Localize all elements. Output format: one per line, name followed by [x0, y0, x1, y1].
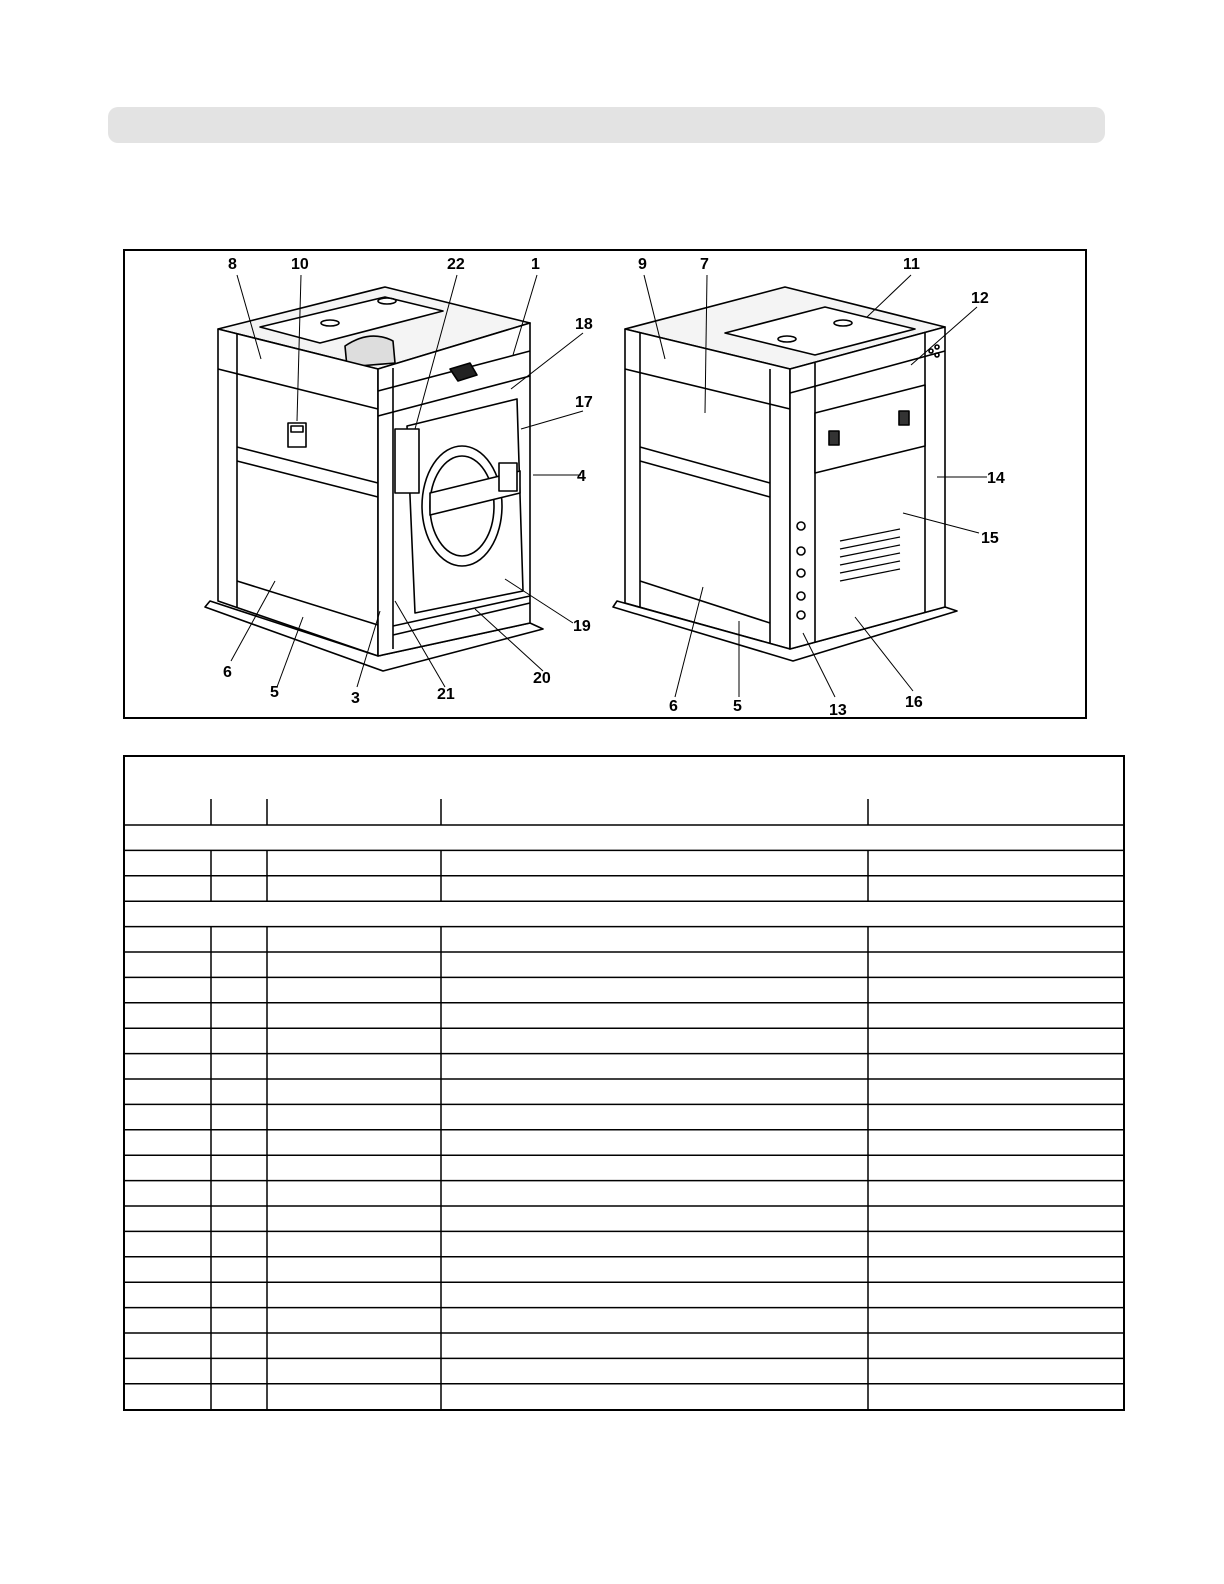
callout-label: 6: [669, 698, 678, 715]
callout-label: 7: [700, 256, 709, 273]
callout-label: 16: [905, 694, 923, 711]
callout-label: 21: [437, 686, 455, 703]
section-header-bar: [108, 107, 1105, 143]
callout-label: 3: [351, 690, 360, 707]
callout-label: 5: [270, 684, 279, 701]
table-grid: [125, 757, 1123, 1409]
callout-label: 8: [228, 256, 237, 273]
callout-label: 17: [575, 394, 593, 411]
callout-label: 6: [223, 664, 232, 681]
callout-label: 22: [447, 256, 465, 273]
machine-drawing: [125, 251, 1085, 717]
callout-label: 19: [573, 618, 591, 635]
callout-label: 9: [638, 256, 647, 273]
callout-label: 1: [531, 256, 540, 273]
callout-label: 20: [533, 670, 551, 687]
callout-label: 12: [971, 290, 989, 307]
parts-list-table: [123, 755, 1125, 1411]
parts-illustration: [123, 249, 1087, 719]
callout-label: 14: [987, 470, 1005, 487]
callout-label: 10: [291, 256, 309, 273]
callout-label: 4: [577, 468, 586, 485]
callout-label: 18: [575, 316, 593, 333]
callout-label: 15: [981, 530, 999, 547]
callout-label: 5: [733, 698, 742, 715]
callout-label: 13: [829, 702, 847, 717]
callout-label: 11: [903, 256, 920, 273]
